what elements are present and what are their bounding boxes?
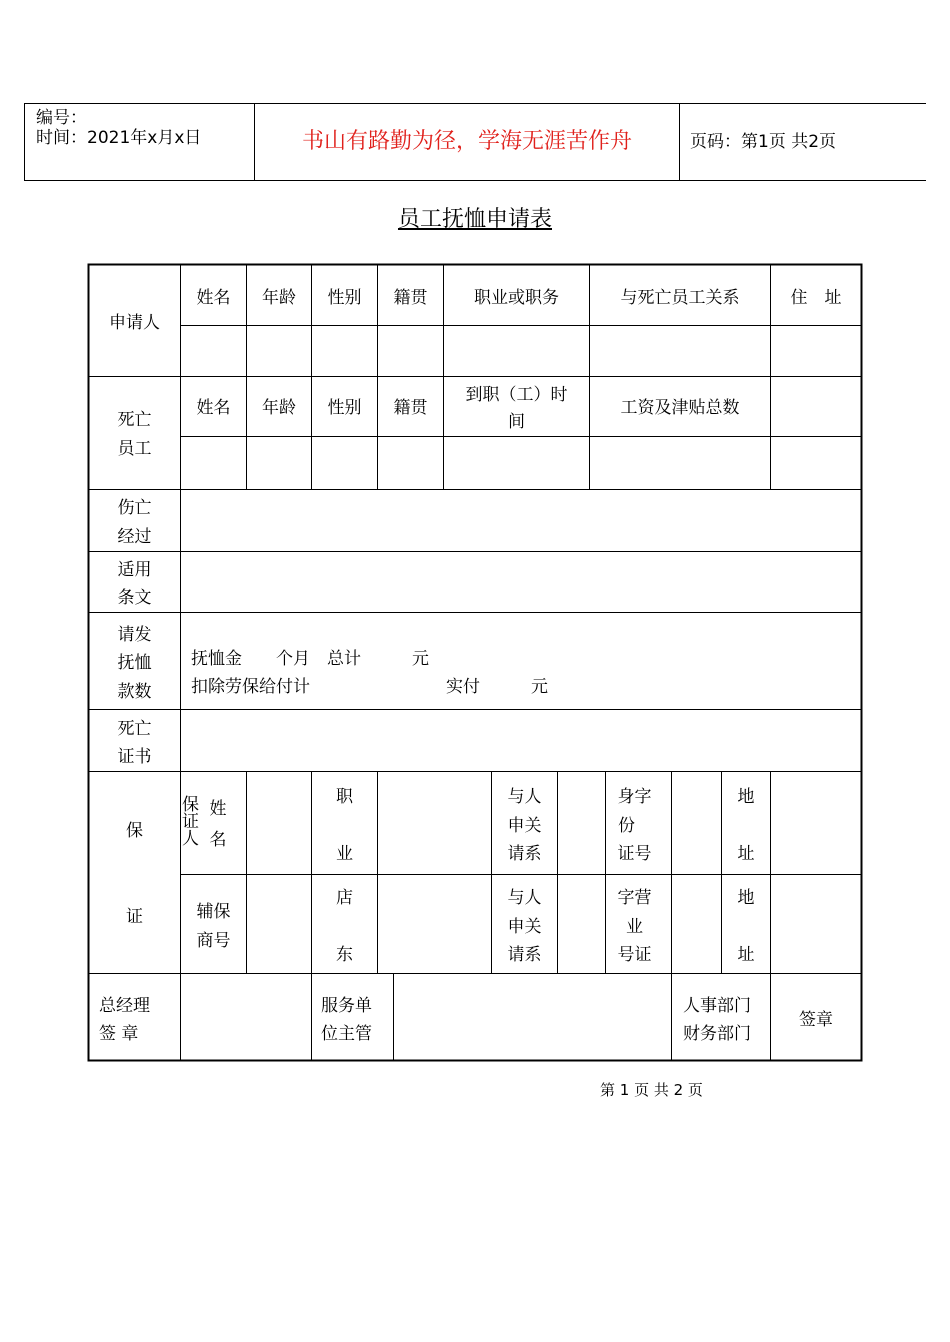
guarantor-clipped-label: 保证人 <box>178 795 198 846</box>
shop-owner-2: 东 <box>336 945 353 965</box>
header-date: 时间：2021年x月x日 <box>36 128 202 148</box>
deceased-col-hometown: 籍贯 <box>393 398 428 418</box>
deceased-col-start-1: 到职（工）时 <box>465 385 568 405</box>
shop-rel-2: 申关 <box>507 917 542 937</box>
deceased-col-gender: 性别 <box>327 398 362 418</box>
header-motto: 书山有路勤为径，学海无涯苦作舟 <box>301 129 632 154</box>
guarantor-addr-2: 址 <box>737 844 755 864</box>
injury-label-2: 经过 <box>117 527 152 547</box>
shop-license-2: 业 <box>626 917 643 937</box>
guarantor-rel-2: 申关 <box>507 816 542 836</box>
clause-label-2: 条文 <box>117 588 152 608</box>
applicant-label: 申请人 <box>109 313 160 333</box>
applicant-col-address: 住 址 <box>790 288 842 308</box>
guarantor-job-1: 职 <box>336 787 353 807</box>
shop-name-2: 商号 <box>196 931 231 951</box>
guarantor-addr-1: 地 <box>737 787 755 807</box>
applicant-col-name: 姓名 <box>196 288 231 308</box>
amount-label-3: 款数 <box>117 682 152 702</box>
shop-license-3: 号证 <box>617 945 652 965</box>
unit-manager-label-2: 位主管 <box>321 1024 372 1044</box>
guarantee-label-2: 证 <box>126 907 143 927</box>
amount-detail-2: 扣除劳保给付计 实付 元 <box>191 677 548 697</box>
form-title: 员工抚恤申请表 <box>397 207 552 232</box>
shop-owner-1: 店 <box>336 888 353 908</box>
shop-license-1: 字营 <box>617 888 652 908</box>
applicant-col-gender: 性别 <box>327 288 362 308</box>
hr-dept-label: 人事部门 <box>683 996 751 1016</box>
shop-name-1: 辅保 <box>196 902 231 922</box>
guarantor-rel-1: 与人 <box>507 787 542 807</box>
shop-addr-1: 地 <box>737 888 755 908</box>
deceased-label-1: 死亡 <box>117 410 152 430</box>
shop-rel-1: 与人 <box>507 888 542 908</box>
injury-label-1: 伤亡 <box>117 498 152 518</box>
amount-detail-1: 抚恤金 个月 总计 元 <box>191 649 429 669</box>
deceased-col-age: 年龄 <box>262 398 296 418</box>
deceased-col-start-2: 间 <box>508 412 525 432</box>
guarantor-job-2: 业 <box>336 844 353 864</box>
applicant-col-age: 年龄 <box>262 288 296 308</box>
unit-manager-label-1: 服务单 <box>321 996 372 1016</box>
seal-label: 签章 <box>799 1010 833 1030</box>
guarantor-id-1: 身字 <box>617 787 652 807</box>
amount-label-2: 抚恤 <box>117 653 152 673</box>
certificate-label-1: 死亡 <box>117 719 152 739</box>
certificate-label-2: 证书 <box>117 747 152 767</box>
shop-rel-3: 请系 <box>507 945 542 965</box>
guarantor-name-2: 名 <box>209 830 227 850</box>
shop-addr-2: 址 <box>737 945 755 965</box>
deceased-col-salary: 工资及津贴总数 <box>620 398 740 418</box>
applicant-col-hometown: 籍贯 <box>393 288 428 308</box>
guarantor-rel-3: 请系 <box>507 844 542 864</box>
finance-dept-label: 财务部门 <box>683 1024 751 1044</box>
header-number: 编号： <box>36 108 87 128</box>
guarantor-name-1: 姓 <box>209 799 227 819</box>
clause-label-1: 适用 <box>117 560 152 580</box>
header-page-label: 页码：第1页 共2页 <box>690 132 837 152</box>
gm-sign-label-2: 签 章 <box>99 1024 139 1044</box>
gm-sign-label-1: 总经理 <box>99 996 150 1016</box>
guarantor-id-3: 证号 <box>617 844 652 864</box>
guarantee-label-1: 保 <box>126 821 143 841</box>
applicant-col-job: 职业或职务 <box>474 288 559 308</box>
guarantor-id-2: 份 <box>618 816 635 836</box>
deceased-label-2: 员工 <box>117 439 152 459</box>
applicant-col-relation: 与死亡员工关系 <box>620 288 740 308</box>
amount-label-1: 请发 <box>117 625 152 645</box>
footer-page: 第 1 页 共 2 页 <box>600 1081 703 1099</box>
deceased-col-name: 姓名 <box>196 398 231 418</box>
